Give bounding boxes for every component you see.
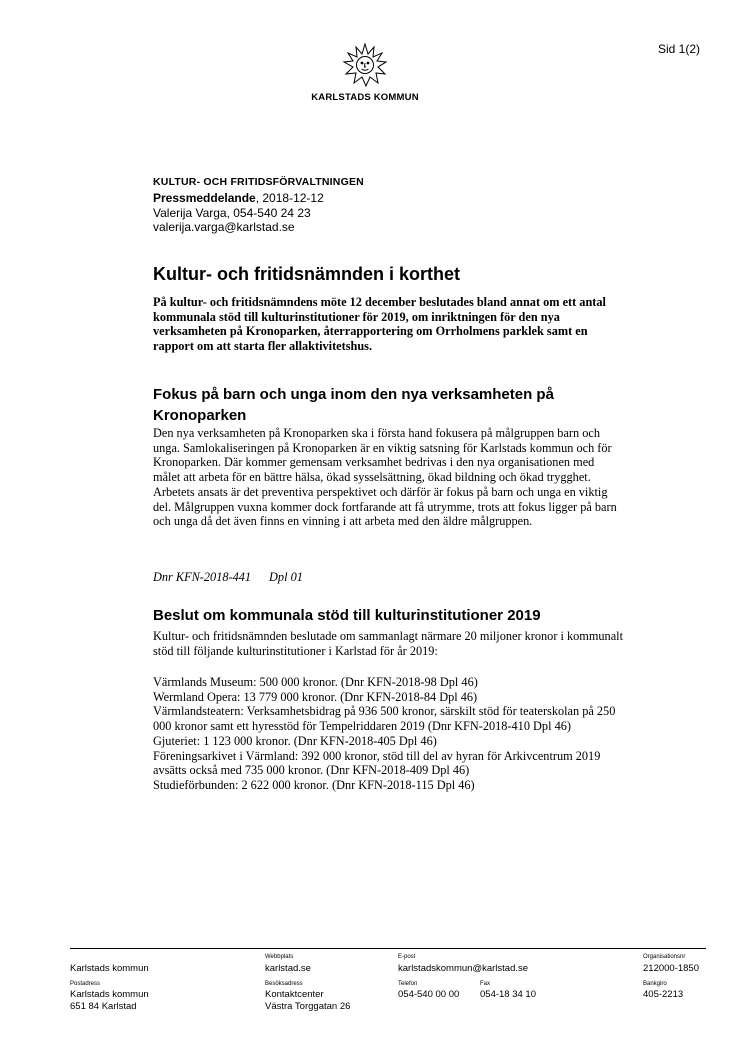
section-body: Kultur- och fritidsnämnden beslutade om sammanlagt närmare 20 miljoner kronor i kommunalt stöd till följande kulturinstitutioner i Karlstad för år 2019: [153, 629, 623, 658]
footer-email: karlstadskommun@karlstad.se [398, 963, 529, 974]
footer-post-address [70, 989, 149, 1012]
footer-email-label: E-post [398, 954, 416, 960]
footer-fax-label: Fax [480, 981, 491, 987]
department: KULTUR- OCH FRITIDSFÖRVALTNINGEN [153, 176, 364, 188]
list-item: Föreningsarkivet i Värmland: 392 000 kronor, stöd till del av hyran för Arkivcentrum 2019 avsätts också med 735 000 kronor. (Dnr KFN-2018-409 Dpl 46) [153, 748, 601, 778]
footer-bank: 405-2213 [643, 989, 684, 1000]
section-body: Den nya verksamheten på Kronoparken ska i första hand fokusera på målgruppen barn och unga. Samlokaliseringen på Kronoparken är en viktig satsning för Karlstads kommun och för Kronoparken. Där kommer gemensam verksamhet bedrivas i den nya organisationen med målet att arbeta för en bättre hälsa, ökad sysselsättning, ökad bildning och ökad trygghet. Arbetets ansats är det preventiva perspektivet och därför är fokus på barn och unga en viktig del. Målgruppen vuxna kommer dock fortfarande att få utrymme, trots att fokus ligger på barn och unga då det även finns en vinning i att arbeta med den äldre målgruppen. [153, 426, 617, 529]
footer-divider [70, 948, 706, 949]
footer-web: karlstad.se [265, 963, 311, 974]
footer-fax: 054-18 34 10 [480, 989, 536, 1000]
section-heading: Beslut om kommunala stöd till kulturinstitutioner 2019 [153, 607, 541, 624]
footer-post-line2: 651 84 Karlstad [70, 1000, 137, 1012]
list-item: Wermland Opera: 13 779 000 kronor. (Dnr KFN-2018-84 Dpl 46) [153, 689, 478, 704]
press-label: Pressmeddelande [153, 191, 256, 205]
contact-email: valerija.varga@karlstad.se [153, 220, 295, 234]
list-item: Värmlands Museum: 500 000 kronor. (Dnr KFN-2018-98 Dpl 46) [153, 675, 478, 689]
sun-icon [342, 42, 388, 88]
press-date: , 2018-12-12 [255, 191, 324, 205]
footer-bank-label: Bankgiro [643, 981, 667, 987]
page-number: Sid 1(2) [658, 42, 701, 56]
list-item: Gjuteriet: 1 123 000 kronor. (Dnr KFN-2018-405 Dpl 46) [153, 733, 437, 748]
footer-visit-line2: Västra Torggatan 26 [265, 1000, 351, 1012]
footer-web-label: Webbplats [265, 954, 294, 960]
section-heading: Fokus på barn och unga inom den nya verksamheten på Kronoparken [153, 386, 554, 424]
footer-name: Karlstads kommun [70, 963, 149, 974]
footer-post-line1: Karlstads kommun [70, 989, 149, 1000]
reference-dpl: Dpl 01 [269, 570, 303, 584]
lead-paragraph: På kultur- och fritidsnämndens möte 12 december beslutades bland annat om ett antal kommunala stöd till kulturinstitutioner för 2019, om inriktningen för den nya verksamheten på Kronoparken, återrapportering om Orrholmens parklek samt en rapport om att starta fler allaktivitetshus. [153, 295, 606, 354]
contact-block [153, 191, 324, 235]
list-item: Studieförbunden: 2 622 000 kronor. (Dnr KFN-2018-115 Dpl 46) [153, 777, 475, 792]
logo-text: KARLSTADS KOMMUN [311, 92, 419, 103]
footer-visit-line1: Kontaktcenter [265, 989, 324, 1000]
reference [153, 570, 303, 585]
footer-org-label: Organisationsnr [643, 954, 686, 960]
footer-org: 212000-1850 [643, 963, 699, 974]
support-list [153, 675, 623, 793]
reference-dnr: Dnr KFN-2018-441 [153, 570, 252, 584]
contact-line: Valerija Varga, 054-540 24 23 [153, 205, 311, 220]
list-item: Värmlandsteatern: Verksamhetsbidrag på 936 500 kronor, särskilt stöd för teaterskolan på 250 000 kronor samt ett hyresstöd för Tempelriddaren 2019 (Dnr KFN-2018-410 Dpl 46) [153, 704, 616, 734]
footer-visit-address [265, 989, 350, 1012]
footer-post-label: Postadress [70, 981, 101, 987]
page-title: Kultur- och fritidsnämnden i korthet [153, 264, 461, 284]
footer-visit-label: Besöksadress [265, 981, 303, 987]
footer-phone-label: Telefon [398, 981, 418, 987]
footer-phone: 054-540 00 00 [398, 989, 460, 1000]
